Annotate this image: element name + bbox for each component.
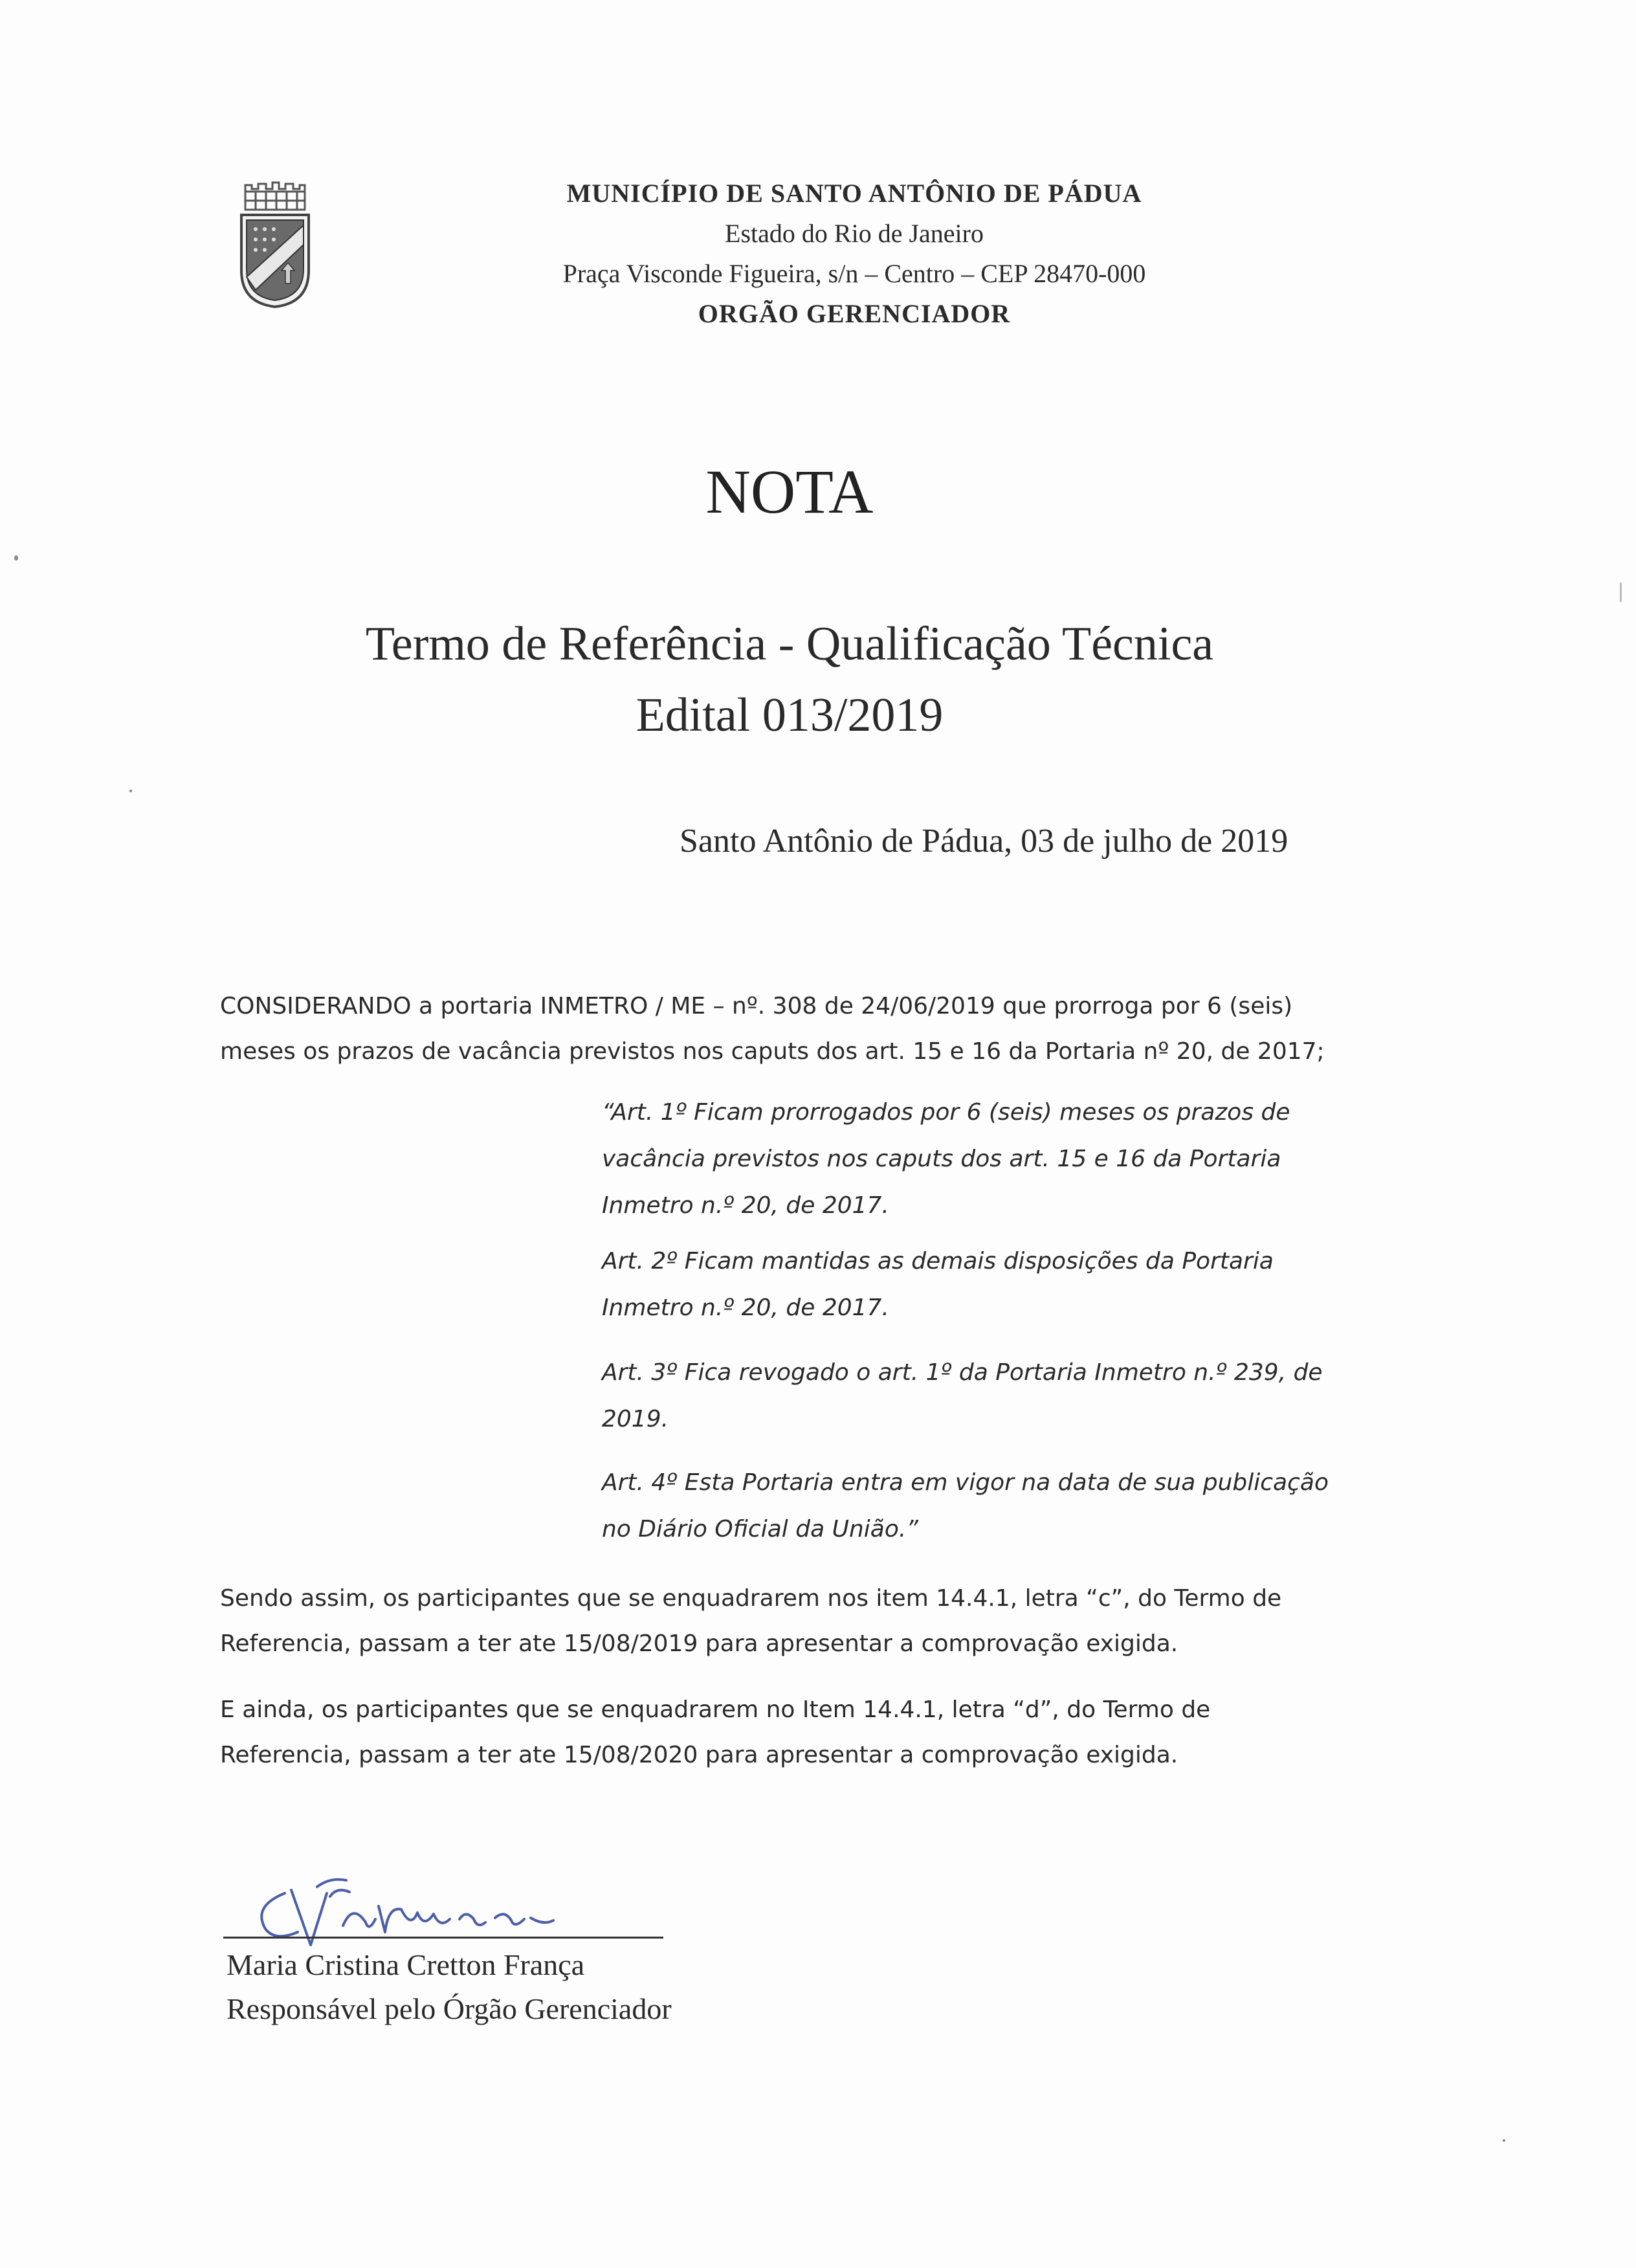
paragraph-letter-d — [220, 1687, 1210, 1778]
paragraph-letter-c — [220, 1576, 1281, 1667]
coat-of-arms-icon — [236, 180, 314, 309]
quote-art-4 — [602, 1460, 1329, 1553]
considerando-line-2: meses os prazos de vacância previstos nos caputs dos art. 15 e 16 da Portaria nº 20, de 2017; — [220, 1038, 1325, 1065]
state-name: Estado do Rio de Janeiro — [725, 219, 984, 248]
signer-role: Responsável pelo Órgão Gerenciador — [227, 1992, 672, 2025]
organ-name: ORGÃO GERENCIADOR — [698, 299, 1011, 328]
address: Praça Visconde Figueira, s/n – Centro – CEP 28470-000 — [562, 259, 1146, 288]
quote-line: no Diário Oficial da União.” — [602, 1516, 918, 1542]
quote-line: Art. 2º Ficam mantidas as demais disposições da Portaria — [602, 1248, 1274, 1274]
quote-line: “Art. 1º Ficam prorrogados por 6 (seis) meses os prazos de — [602, 1099, 1290, 1126]
quote-line: Art. 3º Fica revogado o art. 1º da Portaria Inmetro n.º 239, de — [602, 1359, 1323, 1386]
document-title: NOTA — [705, 457, 874, 526]
considerando-line-1: CONSIDERANDO a portaria INMETRO / ME – nº. 308 de 24/06/2019 que prorroga por 6 (seis) — [220, 993, 1293, 1019]
signer-name: Maria Cristina Cretton França — [227, 1948, 585, 1981]
paragraph-d-line-1: E ainda, os participantes que se enquadrarem no Item 14.4.1, letra “d”, do Termo de — [220, 1696, 1211, 1723]
subtitle-line-2: Edital 013/2019 — [636, 689, 944, 742]
scan-speck — [1503, 2139, 1505, 2142]
paragraph-c-line-1: Sendo assim, os participantes que se enquadrarem nos item 14.4.1, letra “c”, do Termo de — [220, 1585, 1282, 1612]
signature-line — [223, 1937, 663, 1939]
letterhead — [362, 173, 1346, 334]
document-subtitle — [0, 608, 1579, 751]
scan-speck — [1620, 583, 1622, 602]
quote-art-3 — [602, 1350, 1323, 1443]
scan-speck — [129, 790, 132, 792]
considerando-paragraph — [220, 984, 1325, 1074]
place-and-date: Santo Antônio de Pádua, 03 de julho de 2019 — [680, 823, 1288, 860]
quote-line: vacância previstos nos caputs dos art. 15 e 16 da Portaria — [602, 1146, 1281, 1172]
quote-line: Inmetro n.º 20, de 2017. — [602, 1192, 889, 1219]
paragraph-c-line-2: Referencia, passam a ter ate 15/08/2019 para apresentar a comprovação exigida. — [220, 1630, 1178, 1657]
quote-art-2 — [602, 1238, 1274, 1331]
signer-block — [227, 1943, 672, 2031]
quote-line: Inmetro n.º 20, de 2017. — [602, 1295, 889, 1321]
subtitle-line-1: Termo de Referência - Qualificação Técnica — [365, 617, 1214, 671]
quote-art-1 — [602, 1089, 1290, 1229]
quote-line: 2019. — [602, 1406, 669, 1432]
municipality-name: MUNICÍPIO DE SANTO ANTÔNIO DE PÁDUA — [566, 179, 1142, 208]
paragraph-d-line-2: Referencia, passam a ter ate 15/08/2020 para apresentar a comprovação exigida. — [220, 1742, 1178, 1768]
scan-speck — [14, 555, 18, 561]
quote-line: Art. 4º Esta Portaria entra em vigor na data de sua publicação — [602, 1469, 1329, 1496]
